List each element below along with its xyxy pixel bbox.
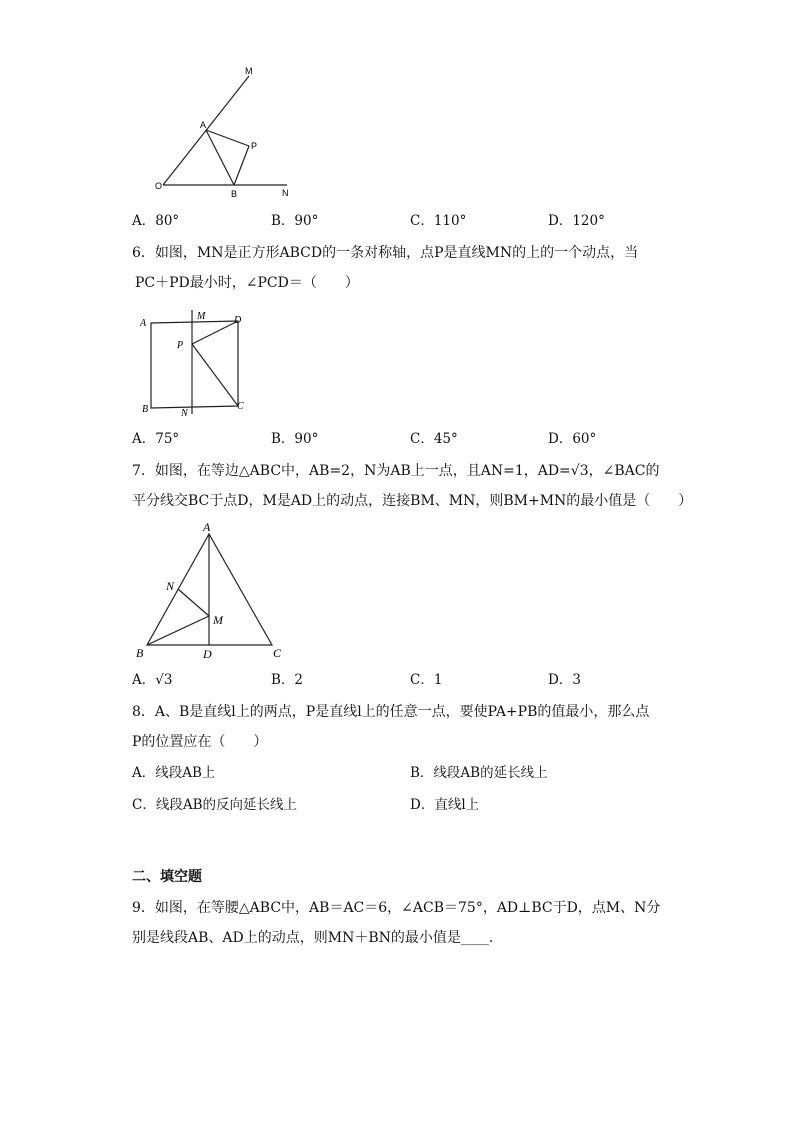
fig6-label-m: M [197, 311, 206, 322]
fig5-label-p: P [251, 141, 258, 151]
q7-option-c[interactable]: C．1 [410, 672, 443, 688]
fig5-label-o: O [155, 181, 163, 191]
fig5-label-a: A [200, 120, 207, 130]
q8-stem-line1: 8．A、B是直线l上的两点，P是直线l上的任意一点，要使PA+PB的值最小，那么点 [132, 704, 650, 720]
q7-option-b[interactable]: B．2 [271, 672, 304, 688]
q7-option-d[interactable]: D．3 [548, 672, 581, 688]
q8-stem-line2: P的位置应在（ ） [132, 734, 268, 750]
q6-option-c[interactable]: C．45° [410, 431, 458, 447]
fig5-label-n: N [282, 188, 289, 198]
fig5-label-b: B [231, 189, 238, 199]
fig6-label-b: B [142, 404, 149, 415]
fig7-label-d: D [203, 647, 212, 661]
q8-option-b[interactable]: B．线段AB的延长线上 [410, 765, 548, 781]
fig7-label-n: N [166, 579, 175, 593]
q8-option-d[interactable]: D．直线l上 [410, 797, 480, 813]
q6-figure [135, 306, 260, 421]
q5-option-d[interactable]: D．120° [548, 213, 605, 229]
fig6-label-c: C [237, 401, 244, 412]
fig6-label-d: D [234, 315, 242, 326]
q6-option-a[interactable]: A．75° [132, 431, 180, 447]
fig7-label-a: A [203, 520, 211, 534]
q5-figure [145, 60, 305, 205]
q6-option-b[interactable]: B．90° [271, 431, 319, 447]
q5-option-c[interactable]: C．110° [410, 213, 467, 229]
q9-stem-line1: 9．如图，在等腰△ABC中，AB＝AC＝6，∠ACB＝75°，AD⊥BC于D，点M、N分 [132, 900, 661, 916]
fig5-label-m: M [245, 66, 253, 76]
q5-option-b[interactable]: B．90° [271, 213, 319, 229]
fig6-label-n: N [181, 408, 188, 419]
q7-stem-line2: 平分线交BC于点D，M是AD上的动点，连接BM、MN，则BM+MN的最小值是（ ） [132, 493, 693, 509]
q5-option-a[interactable]: A．80° [132, 213, 180, 229]
q7-option-a[interactable]: A．√3 [132, 672, 173, 688]
fig7-label-m: M [213, 613, 223, 627]
q7-stem-line1: 7．如图，在等边△ABC中，AB=2，N为AB上一点，且AN=1，AD=√3，∠BAC的 [132, 463, 660, 479]
q6-stem-line2: PC＋PD最小时，∠PCD＝（ ） [135, 275, 359, 291]
fig6-label-p: P [177, 340, 184, 351]
q7-figure [130, 518, 290, 663]
fig6-label-a: A [140, 318, 147, 329]
q9-stem-line2: 别是线段AB、AD上的动点，则MN＋BN的最小值是____． [132, 930, 503, 946]
q8-option-a[interactable]: A．线段AB上 [132, 765, 216, 781]
q6-stem-line1: 6．如图，MN是正方形ABCD的一条对称轴，点P是直线MN的上的一个动点，当 [132, 245, 639, 261]
section-title: 二、填空题 [132, 869, 202, 885]
q8-option-c[interactable]: C．线段AB的反向延长线上 [132, 797, 297, 813]
fig7-label-c: C [273, 646, 282, 660]
fig7-label-b: B [136, 646, 144, 660]
q6-option-d[interactable]: D．60° [548, 431, 597, 447]
